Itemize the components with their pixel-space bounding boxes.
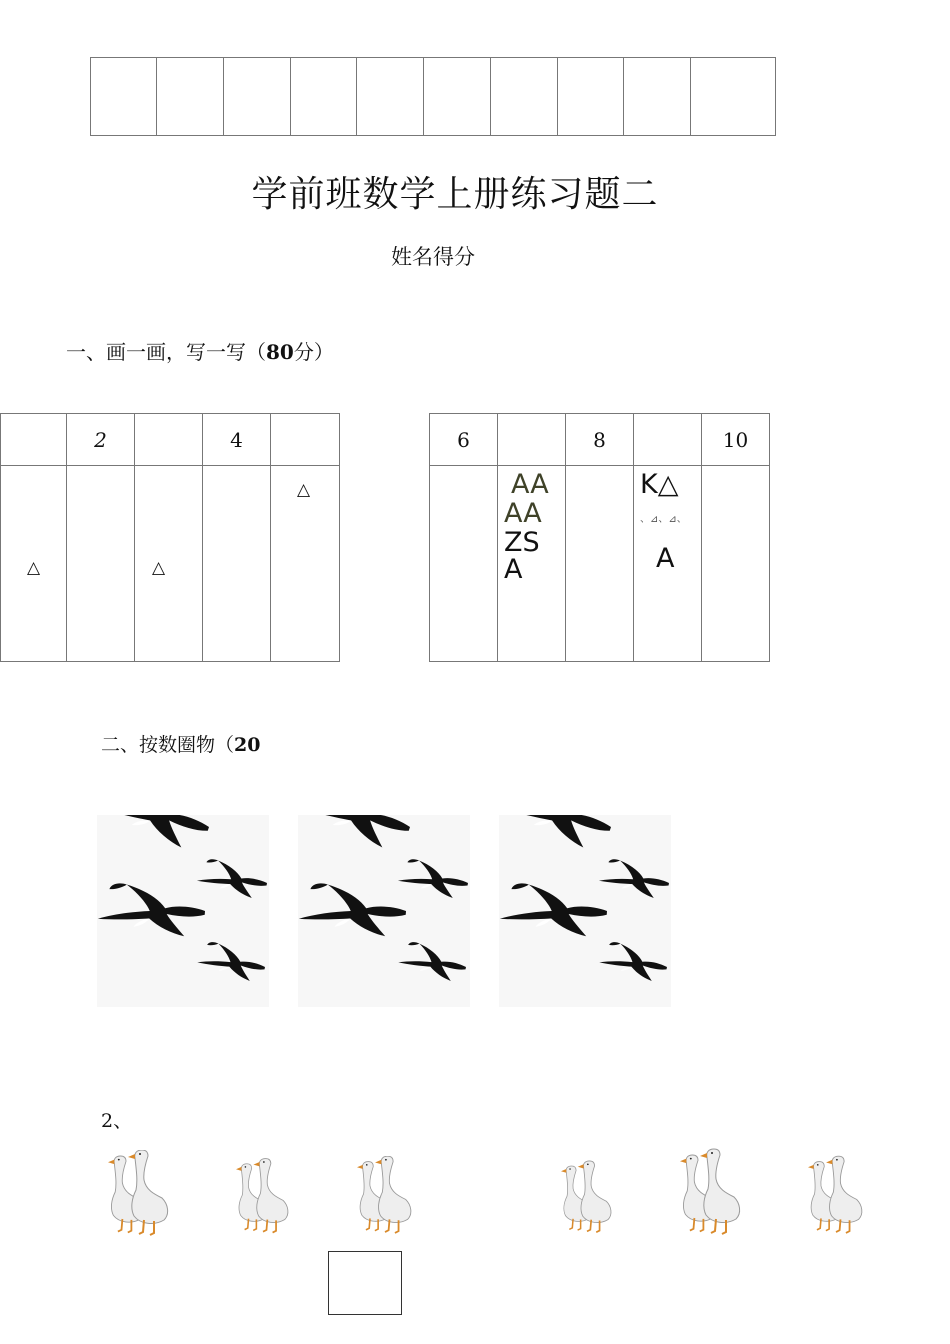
letter-shapes: K△ — [640, 469, 679, 500]
header-cell: 10 — [702, 414, 770, 466]
drawing-cell — [1, 466, 67, 662]
top-box — [357, 58, 424, 136]
drawing-cell — [203, 466, 271, 662]
letter-shapes: AA — [511, 469, 549, 500]
header-cell: 8 — [566, 414, 634, 466]
header-cell — [634, 414, 702, 466]
name-score-line: 姓名得分 — [391, 245, 475, 269]
bird-group-picture — [298, 815, 470, 1007]
top-box — [291, 58, 357, 136]
triangle-mark: △ — [27, 558, 41, 578]
swallow-flock-icon — [298, 815, 470, 1007]
header-cell: 4 — [203, 414, 271, 466]
goose-pair-icon — [108, 1150, 170, 1236]
goose-pair-icon — [236, 1158, 290, 1234]
top-box — [491, 58, 558, 136]
page-title: 学前班数学上册练习题二 — [251, 174, 659, 215]
letter-shapes: A — [656, 543, 675, 574]
small-triangle-marks: 、⊿、⊿、 — [640, 514, 687, 525]
top-box-grid — [90, 57, 776, 136]
section-1-suffix: 分） — [293, 340, 334, 364]
answer-box[interactable] — [328, 1251, 402, 1315]
top-box — [224, 58, 291, 136]
top-box — [624, 58, 691, 136]
header-cell — [1, 414, 67, 466]
goose-pair-icon — [808, 1155, 864, 1235]
goose-pair-icon — [680, 1148, 742, 1236]
number-table-right — [429, 413, 770, 662]
drawing-cell — [498, 466, 566, 662]
triangle-mark: △ — [152, 558, 166, 578]
section-1-heading — [66, 336, 334, 365]
drawing-cell — [702, 466, 770, 662]
letter-shapes: A — [504, 554, 523, 585]
section-2-heading — [101, 730, 260, 757]
item-2-label: 2、 — [101, 1110, 133, 1132]
header-cell — [271, 414, 340, 466]
top-box — [91, 58, 157, 136]
drawing-cell — [135, 466, 203, 662]
section-2-prefix: 二、按数圈物（ — [101, 734, 235, 756]
letter-shapes: ZS — [504, 527, 540, 558]
swallow-flock-icon — [499, 815, 671, 1007]
section-1-prefix: 一、画一画，写一写（ — [66, 340, 266, 364]
goose-pair-icon — [561, 1160, 613, 1234]
drawing-cell — [634, 466, 702, 662]
drawing-cell — [67, 466, 135, 662]
bird-group-picture — [97, 815, 269, 1007]
letter-shapes: AA — [504, 498, 542, 529]
header-cell — [498, 414, 566, 466]
swallow-flock-icon — [97, 815, 269, 1007]
goose-pair-icon — [357, 1156, 413, 1234]
triangle-mark: △ — [297, 480, 311, 500]
section-1-points: 80 — [266, 340, 294, 364]
bird-group-picture — [499, 815, 671, 1007]
header-cell — [135, 414, 203, 466]
top-box — [691, 58, 776, 136]
drawing-cell — [271, 466, 340, 662]
section-2-points: 20 — [234, 734, 261, 756]
top-box — [558, 58, 624, 136]
drawing-cell — [430, 466, 498, 662]
top-box — [157, 58, 224, 136]
header-cell: 6 — [430, 414, 498, 466]
top-box — [424, 58, 491, 136]
drawing-cell — [566, 466, 634, 662]
header-cell: 2 — [67, 414, 135, 466]
number-table-left — [0, 413, 340, 662]
